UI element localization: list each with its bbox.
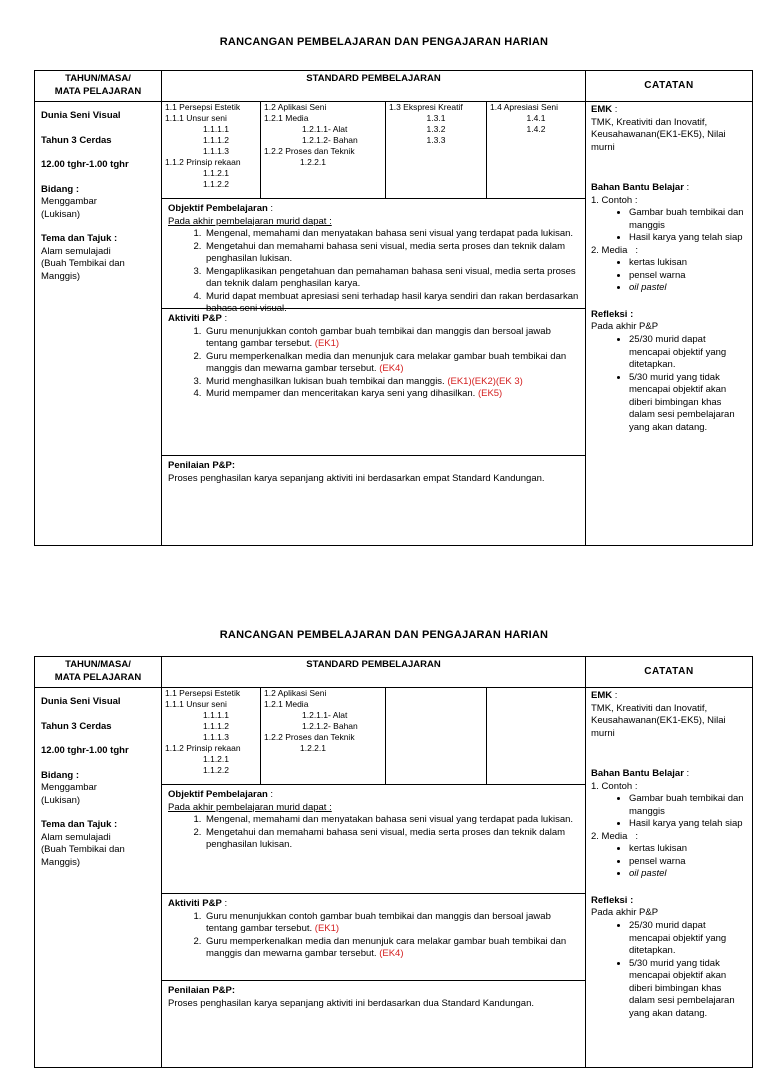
activity-ek-tag: (EK1) [314,338,340,350]
standard-item: 1.1.2.2 [203,179,229,190]
standard-item: 1.1.1.2 [203,135,229,146]
standard-item: 1.2.1.2- Bahan [302,721,358,732]
activity-ek-tag: (EK4) [379,363,404,375]
class-name: Tahun 3 Cerdas [41,134,112,146]
bullet-item: • 5/30 murid yang tidak mencapai objektif akan diberi bimbingan khas dalam sesi pembelajaran yang akan datang. [629,372,747,435]
bullet-item: • kertas lukisan [629,843,747,856]
activity-item [204,326,579,351]
activity-item [204,911,579,936]
examples-list [591,207,747,245]
bullet-item: • Hasil karya yang telah siap [629,232,747,245]
bullet-item: • 25/30 murid dapat mencapai objektif yang ditetapkan. [629,920,747,958]
activity-item [204,936,579,961]
media-list [591,257,747,295]
standard-item: 1.2.2 Proses dan Teknik [264,732,355,743]
media-label: 2. Media : [591,244,638,256]
standards-cell [162,688,586,1068]
theme-label: Tema dan Tajuk : [41,819,118,831]
standard-item: 1.1 Persepsi Estetik [165,688,241,698]
notes-cell: EMK : TMK, Kreativiti dan Inovatif, Keusahawanan(EK1-EK5), Nilai murni Bahan Bantu Belajar : 1. Contoh : • Gambar buah tembikai dan manggis • Hasil karya yang telah siap 2. Media : • kertas lukisan • pensel warna • oil pastel Refleksi : Pada akhir P&P • 25/30 murid dapat mencapai objektif yang ditetapkan. • 5/30 murid yang tidak mencapai objektif akan diberi bimbingan khas dalam sesi pembelajaran yang akan datang. [586,688,753,1068]
activities-title: Aktiviti P&P [168,898,222,909]
theme-label: Tema dan Tajuk : [41,233,118,245]
teaching-aids-label: Bahan Bantu Belajar [591,768,684,780]
standard-item: 1.1.2 Prinsip rekaan [165,743,241,754]
activities-block: Aktiviti P&P : 1. Guru menunjukkan contoh gambar buah tembikai dan manggis dan bersoal jawab tentang gambar tersebut. (EK1) 2. Guru memperkenalkan media dan menunjuk cara melakar gambar buah tembikai dan manggis dan mewarna gambar tersebut. (EK4) [162,893,585,980]
standard-item: 1.1.2.1 [203,754,229,765]
standards-grid [162,102,585,198]
activity-item [204,351,579,376]
examples-label: 1. Contoh : [591,194,638,206]
activities-list [168,911,579,961]
reflection-list [591,920,747,1020]
standard-item: 1.2.2 Proses dan Teknik [264,146,355,157]
objectives-block: Objektif Pembelajaran : Pada akhir pembelajaran murid dapat : 1. Mengenal, memahami dan menyatakan bahasa seni visual yang terdapat pada lukisan. 2. Mengetahui dan memahami bahasa seni visual, media serta proses dan teknik dalam penghasilan lukisan. 3. Mengaplikasikan pengetahuan dan pemahaman bahasa seni visual, media serta proses dan teknik dalam penghasilan karya. 4. Murid dapat membuat apresiasi seni terhadap hasil karya sendiri dan rakan berdasarkan bahasa seni visual. [162,198,585,308]
activity-item [204,376,579,389]
activity-ek-tag: (EK1)(EK2)(EK 3) [447,375,523,387]
header-notes: CATATAN [586,71,753,102]
examples-label: 1. Contoh : [591,780,638,792]
objectives-title: Objektif Pembelajaran [168,789,268,800]
activity-ek-tag: (EK5) [477,388,503,400]
objective-item: 4. Murid dapat membuat apresiasi seni terhadap hasil karya sendiri dan rakan berdasarkan bahasa seni visual. [204,291,579,316]
standard-item: 1.4.1 [526,113,546,124]
emk-value: TMK, Kreativiti dan Inovatif, Keusahawanan(EK1-EK5), Nilai murni [591,116,726,153]
activity-text: Murid mempamer dan menceritakan karya seni yang dihasilkan. [206,388,478,400]
standard-item: 1.1.2 Prinsip rekaan [165,157,241,168]
standards-grid [162,688,585,784]
emk-label: EMK [591,104,613,115]
assessment-text: Proses penghasilan karya sepanjang aktiviti ini berdasarkan empat Standard Kandungan. [168,472,545,484]
objective-item: 3. Mengaplikasikan pengetahuan dan pemahaman bahasa seni visual, media serta proses dan teknik dalam penghasilan karya. [204,266,579,291]
field-value: Menggambar (Lukisan) [41,782,97,806]
bullet-item: • Gambar buah tembikai dan manggis [629,207,747,232]
standard-column-expression [386,688,487,784]
field-value: Menggambar (Lukisan) [41,196,97,220]
standard-column-application [261,688,386,784]
standard-item: 1.1 Persepsi Estetik [165,102,241,112]
bullet-item: • kertas lukisan [629,257,747,270]
standards-cell [162,102,586,546]
activity-text: Guru menunjukkan contoh gambar buah tembikai dan manggis dan bersoal jawab tentang gambar tersebut. [206,325,551,350]
header-year-time-subject: TAHUN/MASA/ MATA PELAJARAN [35,657,162,688]
reflection-intro: Pada akhir P&P [591,907,659,919]
theme-value: Alam semulajadi (Buah Tembikai dan Manggis) [41,831,125,868]
activity-ek-tag: (EK4) [379,948,404,960]
objectives-list [168,814,579,852]
objective-item: 2. Mengetahui dan memahami bahasa seni visual, media serta proses dan teknik dalam penghasilan lukisan. [204,827,579,852]
subject-name: Dunia Seni Visual [41,696,121,707]
header-notes: CATATAN [586,657,753,688]
standard-item: 1.3.2 [426,124,446,135]
standard-column-application [261,102,386,198]
media-list [591,843,747,881]
standard-item: 1.3.1 [426,113,446,124]
emk-value: TMK, Kreativiti dan Inovatif, Keusahawanan(EK1-EK5), Nilai murni [591,702,726,739]
objectives-block: Objektif Pembelajaran : Pada akhir pembelajaran murid dapat : 1. Mengenal, memahami dan menyatakan bahasa seni visual yang terdapat pada lukisan. 2. Mengetahui dan memahami bahasa seni visual, media serta proses dan teknik dalam penghasilan lukisan. [162,784,585,893]
standard-item: 1.2 Aplikasi Seni [264,688,327,698]
field-label: Bidang : [41,183,79,195]
assessment-title: Penilaian P&P: [168,460,236,471]
lesson-time: 12.00 tghr-1.00 tghr [41,745,129,757]
standard-item: 1.1.1.2 [203,721,229,732]
objective-item: 2. Mengetahui dan memahami bahasa seni visual, media serta proses dan teknik dalam penghasilan lukisan. [204,241,579,266]
bullet-item: • oil pastel [629,282,747,295]
standard-item: 1.1.2.2 [203,765,229,776]
subject-name: Dunia Seni Visual [41,110,121,121]
activity-text: Guru memperkenalkan media dan menunjuk cara melakar gambar buah tembikai dan manggis dan mewarna gambar tersebut. [206,350,567,375]
header-year-time-subject: TAHUN/MASA/ MATA PELAJARAN [35,71,162,102]
theme-value: Alam semulajadi (Buah Tembikai dan Manggis) [41,245,125,282]
standard-item: 1.4.2 [526,124,546,135]
standard-column-appreciation [487,102,585,198]
bullet-item: • oil pastel [629,868,747,881]
teaching-aids-label: Bahan Bantu Belajar [591,182,684,194]
examples-list [591,793,747,831]
page-title: RANCANGAN PEMBELAJARAN DAN PENGAJARAN HARIAN [219,629,549,641]
assessment-title: Penilaian P&P: [168,985,236,996]
standard-item: 1.2.2.1 [300,157,326,168]
standard-item: 1.2.1 Media [264,113,309,124]
header-learning-standard: STANDARD PEMBELAJARAN [162,657,586,688]
page-title: RANCANGAN PEMBELAJARAN DAN PENGAJARAN HARIAN [219,36,549,48]
standard-item: 1.1.1 Unsur seni [165,113,227,124]
standard-item: 1.2.1.2- Bahan [302,135,358,146]
standard-item: 1.2.2.1 [300,743,326,754]
standard-item: 1.1.1.3 [203,146,229,157]
standard-item: 1.1.1 Unsur seni [165,699,227,710]
objectives-intro: Pada akhir pembelajaran murid dapat : [168,215,332,227]
objective-item: 1. Mengenal, memahami dan menyatakan bahasa seni visual yang terdapat pada lukisan. [204,814,579,827]
objectives-intro: Pada akhir pembelajaran murid dapat : [168,801,332,813]
standard-item: 1.1.2.1 [203,168,229,179]
standard-item: 1.2 Aplikasi Seni [264,102,327,112]
objectives-list [168,228,579,316]
emk-label: EMK [591,690,613,701]
standard-item: 1.1.1.1 [203,124,229,135]
activity-item [204,388,579,401]
activity-text: Guru memperkenalkan media dan menunjuk cara melakar gambar buah tembikai dan manggis dan mewarna gambar tersebut. [206,935,567,960]
reflection-list [591,334,747,434]
standard-column-aesthetic [162,102,261,198]
lesson-time: 12.00 tghr-1.00 tghr [41,159,129,171]
reflection-intro: Pada akhir P&P [591,321,659,333]
header-learning-standard: STANDARD PEMBELAJARAN [162,71,586,102]
activity-text: Guru menunjukkan contoh gambar buah tembikai dan manggis dan bersoal jawab tentang gambar tersebut. [206,910,551,935]
notes-cell: EMK : TMK, Kreativiti dan Inovatif, Keusahawanan(EK1-EK5), Nilai murni Bahan Bantu Belajar : 1. Contoh : • Gambar buah tembikai dan manggis • Hasil karya yang telah siap 2. Media : • kertas lukisan • pensel warna • oil pastel Refleksi : Pada akhir P&P • 25/30 murid dapat mencapai objektif yang ditetapkan. • 5/30 murid yang tidak mencapai objektif akan diberi bimbingan khas dalam sesi pembelajaran yang akan datang. [586,102,753,546]
standard-column-expression [386,102,487,198]
activities-title: Aktiviti P&P [168,313,222,324]
standard-item: 1.3 Ekspresi Kreatif [389,102,463,112]
field-label: Bidang : [41,769,79,781]
standard-item: 1.3.3 [426,135,446,146]
bullet-item: • Gambar buah tembikai dan manggis [629,793,747,818]
bullet-item: • pensel warna [629,270,747,283]
standard-column-appreciation [487,688,585,784]
reflection-label: Refleksi : [591,894,634,906]
objective-item: 1. Mengenal, memahami dan menyatakan bahasa seni visual yang terdapat pada lukisan. [204,228,579,241]
standard-item: 1.2.1.1- Alat [302,710,348,721]
standard-item: 1.1.1.3 [203,732,229,743]
lesson-info-cell [35,688,162,1068]
standard-item: 1.1.1.1 [203,710,229,721]
media-label: 2. Media : [591,830,638,842]
bullet-item: • Hasil karya yang telah siap [629,818,747,831]
standard-item: 1.2.1 Media [264,699,309,710]
lesson-plan-table [34,70,753,546]
assessment-block [162,980,585,1060]
reflection-label: Refleksi : [591,308,634,320]
standard-column-aesthetic [162,688,261,784]
assessment-text: Proses penghasilan karya sepanjang aktiviti ini berdasarkan dua Standard Kandungan. [168,997,534,1009]
lesson-plan-table [34,656,753,1068]
standard-item: 1.4 Apresiasi Seni [490,102,559,112]
bullet-item: • pensel warna [629,856,747,869]
class-name: Tahun 3 Cerdas [41,720,112,732]
lesson-info-cell [35,102,162,546]
activities-block: Aktiviti P&P : 1. Guru menunjukkan contoh gambar buah tembikai dan manggis dan bersoal jawab tentang gambar tersebut. (EK1) 2. Guru memperkenalkan media dan menunjuk cara melakar gambar buah tembikai dan manggis dan mewarna gambar tersebut. (EK4) 3. Murid menghasilkan lukisan buah tembikai dan manggis. (EK1)(EK2)(EK 3) 4. Murid mempamer dan menceritakan karya seni yang dihasilkan. (EK5) [162,308,585,455]
standard-item: 1.2.1.1- Alat [302,124,348,135]
bullet-item: • 25/30 murid dapat mencapai objektif yang ditetapkan. [629,334,747,372]
activities-list [168,326,579,401]
activity-ek-tag: (EK1) [314,923,340,935]
bullet-item: • 5/30 murid yang tidak mencapai objektif akan diberi bimbingan khas dalam sesi pembelajaran yang akan datang. [629,958,747,1021]
objectives-title: Objektif Pembelajaran [168,203,268,214]
activity-text: Murid menghasilkan lukisan buah tembikai dan manggis. [206,375,448,387]
assessment-block [162,455,585,545]
